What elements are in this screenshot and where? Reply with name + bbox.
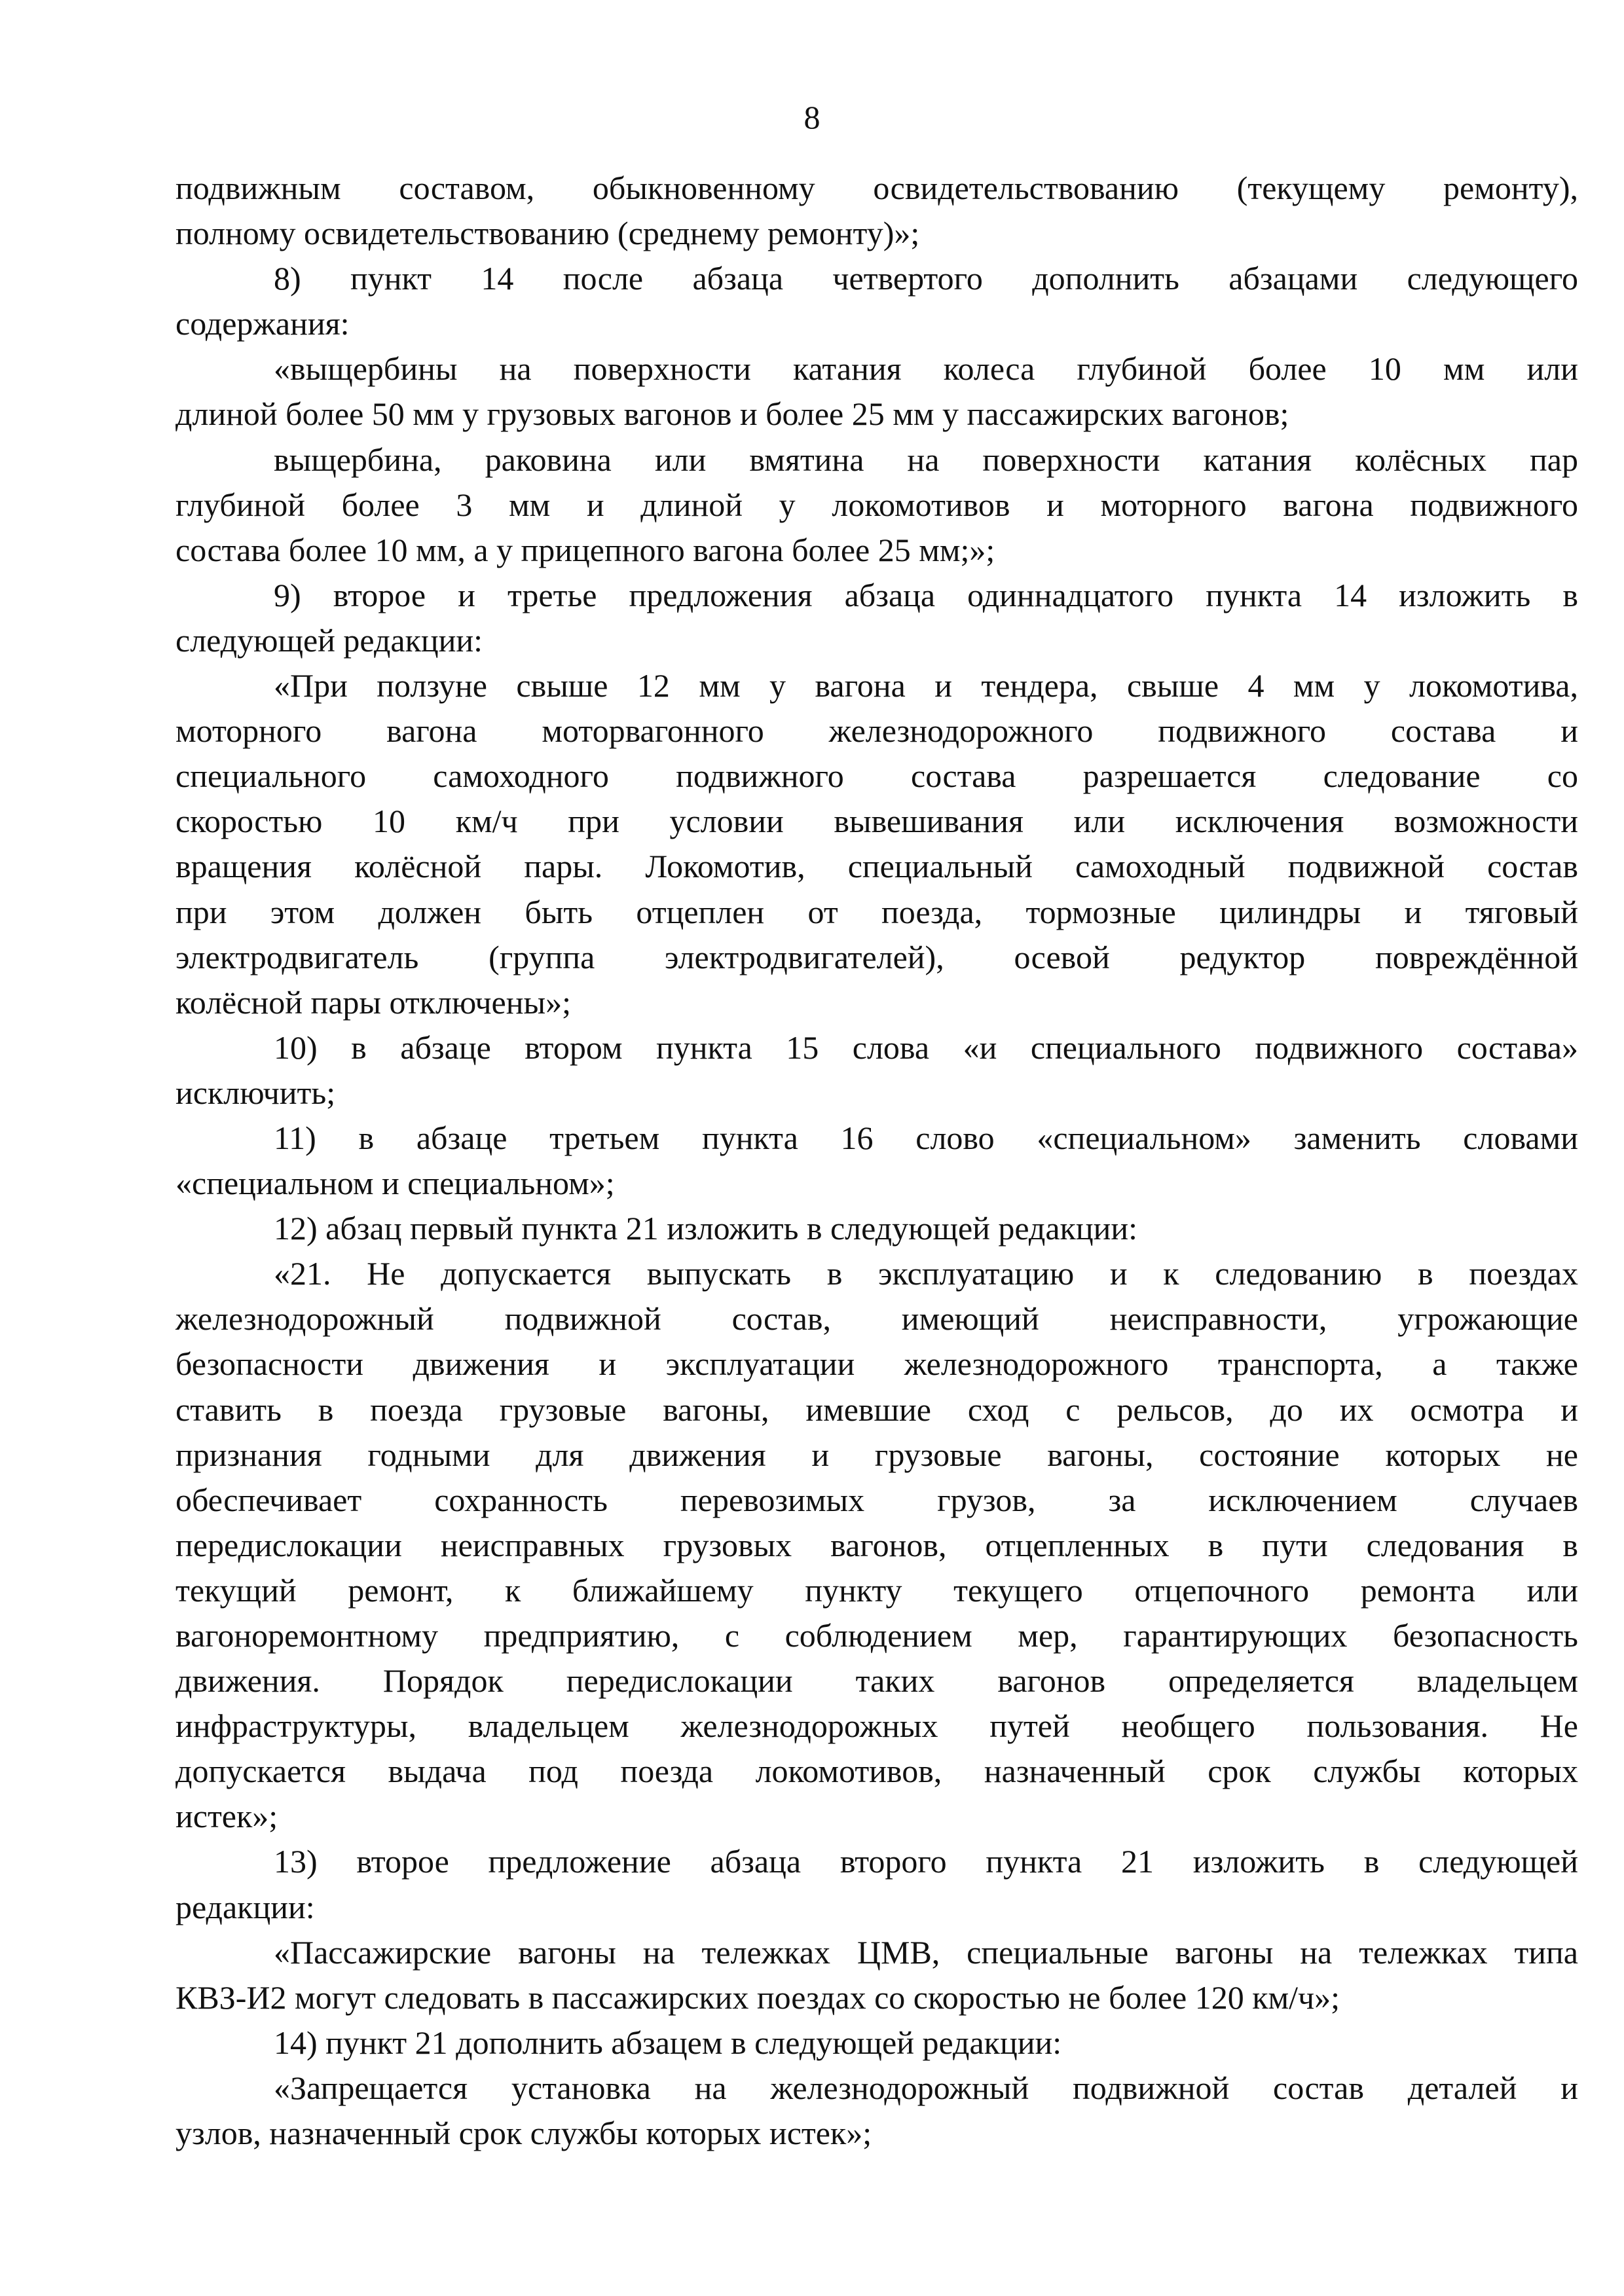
text-line: электродвигатель (группа электродвигателей), осевой редуктор повреждённой (175, 938, 1578, 975)
text-line: 11) в абзаце третьем пункта 16 слово «специальном» заменить словами (274, 1119, 1578, 1156)
text-line: «Запрещается установка на железнодорожный подвижной состав деталей и (274, 2069, 1578, 2106)
text-line: «21. Не допускается выпускать в эксплуатацию и к следованию в поездах (274, 1255, 1578, 1292)
text-line: «При ползуне свыше 12 мм у вагона и тендера, свыше 4 мм у локомотива, (274, 667, 1578, 704)
text-line: состава более 10 мм, а у прицепного вагона более 25 мм;»; (175, 531, 995, 568)
text-line: 9) второе и третье предложения абзаца одиннадцатого пункта 14 изложить в (274, 576, 1578, 613)
text-line: выщербина, раковина или вмятина на поверхности катания колёсных пар (274, 441, 1578, 478)
text-line: узлов, назначенный срок службы которых истек»; (175, 2115, 872, 2152)
text-line: длиной более 50 мм у грузовых вагонов и более 25 мм у пассажирских вагонов; (175, 395, 1289, 433)
paragraph (175, 1930, 1578, 2020)
text-line: вращения колёсной пары. Локомотив, специальный самоходный подвижной состав (175, 848, 1578, 885)
text-line: колёсной пары отключены»; (175, 983, 571, 1021)
text-line: движения. Порядок передислокации таких вагонов определяется владельцем (175, 1662, 1578, 1700)
text-line: скоростью 10 км/ч при условии вывешивания или исключения возможности (175, 803, 1578, 840)
paragraph (175, 437, 1578, 573)
text-line: вагоноремонтному предприятию, с соблюдением мер, гарантирующих безопасность (175, 1617, 1578, 1654)
text-line: содержания: (175, 305, 350, 342)
paragraph (175, 1251, 1578, 1839)
paragraph (175, 663, 1578, 1025)
text-line: безопасности движения и эксплуатации железнодорожного транспорта, а также (175, 1345, 1578, 1383)
paragraph (175, 2066, 1578, 2156)
text-line: следующей редакции: (175, 621, 483, 659)
paragraph (175, 256, 1578, 346)
text-line: 10) в абзаце втором пункта 15 слова «и специального подвижного состава» (274, 1029, 1578, 1066)
paragraph (175, 346, 1578, 437)
text-line: текущий ремонт, к ближайшему пункту текущего отцепочного ремонта или (175, 1571, 1578, 1609)
paragraph (175, 573, 1578, 663)
text-line: «выщербины на поверхности катания колеса глубиной более 10 мм или (274, 350, 1578, 388)
text-line: истек»; (175, 1798, 278, 1835)
page-number: 8 (803, 99, 821, 136)
text-line: подвижным составом, обыкновенному освидетельствованию (текущему ремонту), (175, 170, 1578, 206)
text-line: «Пассажирские вагоны на тележках ЦМВ, специальные вагоны на тележках типа (274, 1933, 1578, 1971)
text-line: 8) пункт 14 после абзаца четвертого дополнить абзацами следующего (274, 260, 1578, 297)
text-line: 12) абзац первый пункта 21 изложить в следующей редакции: (274, 1210, 1138, 1247)
text-line: специального самоходного подвижного состава разрешается следование со (175, 757, 1578, 795)
paragraph (175, 166, 1578, 256)
text-line: глубиной более 3 мм и длиной у локомотивов и моторного вагона подвижного (175, 486, 1578, 523)
text-line: допускается выдача под поезда локомотивов, назначенный срок службы которых (175, 1753, 1578, 1790)
text-line: 14) пункт 21 дополнить абзацем в следующей редакции: (274, 2024, 1062, 2061)
text-line: «специальном и специальном»; (175, 1165, 615, 1202)
text-line: признания годными для движения и грузовые вагоны, состояние которых не (175, 1436, 1578, 1473)
paragraph (175, 1025, 1578, 1116)
text-line: 13) второе предложение абзаца второго пункта 21 изложить в следующей (274, 1843, 1578, 1880)
text-line: полному освидетельствованию (среднему ремонту)»; (175, 215, 920, 252)
document-body (175, 166, 1578, 2156)
text-line: исключить; (175, 1074, 336, 1111)
paragraph (175, 2020, 1578, 2066)
text-line: железнодорожный подвижной состав, имеющий неисправности, угрожающие (175, 1300, 1578, 1338)
text-line: ставить в поезда грузовые вагоны, имевшие сход с рельсов, до их осмотра и (175, 1391, 1578, 1428)
text-line: КВЗ-И2 могут следовать в пассажирских поездах со скоростью не более 120 км/ч»; (175, 1978, 1340, 2016)
paragraph (175, 1116, 1578, 1206)
paragraph (175, 1206, 1578, 1251)
text-line: редакции: (175, 1888, 315, 1925)
text-line: моторного вагона моторвагонного железнодорожного подвижного состава и (175, 712, 1578, 750)
text-line: передислокации неисправных грузовых вагонов, отцепленных в пути следования в (175, 1526, 1578, 1563)
text-line: инфраструктуры, владельцем железнодорожных путей необщего пользования. Не (175, 1707, 1578, 1745)
text-line: обеспечивает сохранность перевозимых грузов, за исключением случаев (175, 1481, 1578, 1518)
text-line: при этом должен быть отцеплен от поезда, тормозные цилиндры и тяговый (175, 893, 1578, 930)
paragraph (175, 1839, 1578, 1929)
